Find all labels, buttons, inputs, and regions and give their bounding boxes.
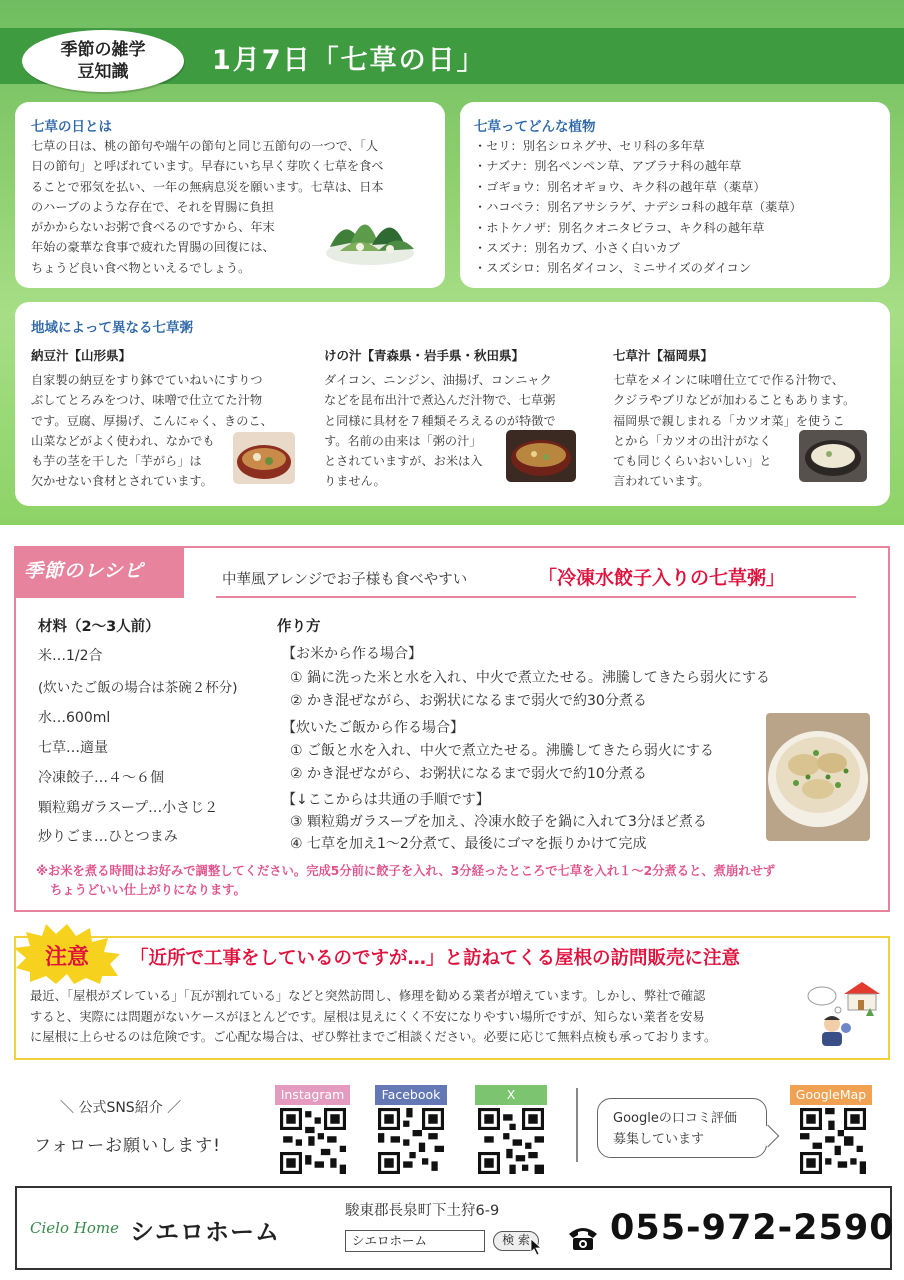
recipe-title: 「冷凍水餃子入りの七草粥」 [538,567,786,589]
dish-title: 七草汁【福岡県】 [613,348,714,363]
list-item: ・ ハコベラ：別名アサシラゲ、ナデシコ科の越年草（薬草） [474,197,802,217]
cursor-arrow-icon [530,1238,544,1256]
dish-line: りません。 [324,474,386,489]
phone-number[interactable]: 055-972-2590 [610,1208,895,1248]
dish-line: ぶしてとろみをつけ、味噌で仕立てた汁物 [31,393,263,408]
recipe-underline [216,596,856,598]
dish-line: と同様に具材を７種類そろえるのが特徴で [324,413,556,428]
dish-line: 言われています。 [613,474,710,489]
step-section: 【炊いたご飯から作る場合】 [282,720,464,736]
about-line: ちょうど良い食べ物といえるでしょう。 [31,260,251,275]
about-line: のハーブのような存在で、それを胃腸に負担 [31,199,274,214]
regional-heading: 地域によって異なる七草粥 [31,320,193,336]
dish-line: です。豆腐、厚揚げ、こんにゃく、きのこ、 [31,413,273,428]
list-item: ・ ホトケノザ：別名クオニタビラコ、キク科の越年草 [474,218,802,238]
search-input[interactable]: シエロホーム [345,1230,485,1252]
caution-line: 最近、「屋根がズレている」「瓦が割れている」などと突然訪問し、修理を勧める業者が増えています。しかし、弊社で確認 [30,989,706,1003]
dish-line: 欠かせない食材とされています。 [31,474,213,489]
dish-line: ダイコン、ニンジン、油揚げ、コンニャク [324,373,552,387]
search-button[interactable]: 検 索 [493,1231,539,1251]
recipe-subtitle: 中華風アレンジでお子様も食べやすい [222,572,468,588]
plants-list [474,136,802,279]
sns-intro: ＼ 公式SNS紹介 ／ [60,1100,182,1116]
dish-line: す。名前の由来は「粥の汁」 [324,433,482,448]
about-line: 日の節句」と呼ばれています。早春にいち早く芽吹く七草を食べ [31,159,384,174]
vertical-divider [576,1088,578,1162]
dish-line: ても同じくらいおいしい」と [613,454,772,469]
dish-title: けの汁【青森県・岩手県・秋田県】 [324,348,525,363]
instagram-qr-code[interactable] [280,1108,346,1174]
ingredient-item: 炒りごま…ひとつまみ [38,829,178,845]
caution-line: に屋根に上らせるのは危険です。ご心配な場合は、ぜひ弊社までご相談ください。必要に応じて無料点検も承っております。 [30,1030,717,1044]
ingredient-item: 顆粒鶏ガラスープ…小さじ２ [38,800,219,816]
list-item: ・ ナズナ：別名ペンペン草、アブラナ科の越年草 [474,156,802,176]
ingredient-item: 米…1/2合 [38,648,103,664]
about-line: がかからないお粥で食べるのですから、年末 [31,220,275,235]
dish-line: 福岡県で親しまれる「カツオ菜」を使うこ [613,413,845,428]
caution-burst-badge [12,922,122,986]
recipe-note [36,862,775,900]
list-item: ・ スズシロ：別名ダイコン、ミニサイズのダイコン [474,258,802,278]
step-section: 【お米から作る場合】 [282,646,422,662]
note-line: ※お米を煮る時間はお好みで調整してください。完成5分前に餃子を入れ、3分経ったところで七草を入れ１～2分煮ると、煮崩れせず [36,864,776,878]
step-section: 【↓ここからは共通の手順です】 [282,792,490,808]
badge-line1: 季節の雑学 [60,40,146,60]
list-item: ・ ゴギョウ：別名オギョウ、キク科の越年草（薬草） [474,177,802,197]
step-item: ② かき混ぜながら、お粥状になるまで弱火で約30分煮る [290,693,647,709]
company-address: 駿東郡長泉町下土狩6-9 [345,1203,500,1219]
brand-logo-en: Cielo Home [30,1219,119,1237]
x-label: X [475,1085,547,1105]
caution-badge-label: 注意 [44,945,90,970]
dish-line: 自家製の納豆をすり鉢でていねいにすりつ [31,373,263,387]
phone-icon [567,1224,599,1252]
regional-card [15,302,890,506]
about-line: ることで邪気を払い、一年の無病息災を願います。七草は、日本 [31,179,384,194]
google-review-line: Googleの口コミ評価 [613,1111,737,1126]
ingredient-item: 冷凍餃子…４～６個 [38,770,164,786]
google-review-text [613,1108,737,1150]
about-line: 七草の日は、桃の節句や端午の節句と同じ五節句の一つで、「人 [31,139,379,153]
sns-follow-text: フォローお願いします! [34,1136,221,1156]
step-item: ① 鍋に洗った米と水を入れ、中火で煮立たせる。沸騰してきたら弱火にする [290,670,770,686]
facebook-qr-code[interactable] [378,1108,444,1174]
recipe-tag-label: 季節のレシピ [24,560,144,582]
instagram-label: Instagram [275,1085,350,1105]
step-item: ③ 顆粒鶏ガラスープを加え、冷凍水餃子を鍋に入れて3分ほど煮る [290,814,707,830]
natto-soup-photo [233,432,295,484]
ingredient-item: (炊いたご飯の場合は茶碗２杯分) [38,680,238,696]
facebook-label: Facebook [375,1085,447,1105]
caution-line: すると、実際には問題がないケースがほとんどです。屋根は見えにくく不安になりやすい場所ですが、知らない業者を安易 [30,1009,705,1024]
steps-heading: 作り方 [277,619,321,635]
caution-title: 「近所で工事をしているのですが…」と訪ねてくる屋根の訪問販売に注意 [130,948,741,969]
dish-line: とから「カツオの出汁がなく [613,433,772,448]
kenojiru-photo [506,430,576,482]
about-heading: 七草の日とは [31,119,112,135]
googlemap-qr-code[interactable] [800,1108,866,1174]
dish-line: 山菜などがよく使われ、なかでも [31,433,215,448]
dish-line: も芋の茎を干した「芋がら」は [31,454,202,469]
step-item: ② かき混ぜながら、お粥状になるまで弱火で約10分煮る [290,766,647,782]
ingredient-item: 七草…適量 [38,740,108,756]
dish-line: などを昆布出汁で煮込んだ汁物で、七草粥 [324,393,556,408]
page-title: 1月7日「七草の日」 [212,45,486,76]
list-item: ・ セリ：別名シロネグサ、セリ科の多年草 [474,136,802,156]
caution-body [30,986,716,1048]
dish-line: クジラやブリなどが加わることもあります。 [613,393,856,408]
google-review-line: 募集しています [613,1132,705,1147]
plants-card [460,102,890,288]
x-qr-code[interactable] [478,1108,544,1174]
step-item: ① ご飯と水を入れ、中火で煮立たせる。沸騰してきたら弱火にする [290,743,714,759]
herbs-illustration [320,197,420,269]
dish-line: とされていますが、お米は入 [324,454,483,469]
nanakusa-soup-photo [799,430,867,482]
brand-name: シエロホーム [130,1218,280,1246]
ingredient-item: 水…600ml [38,710,111,726]
dish-title: 納豆汁【山形県】 [31,348,132,363]
step-item: ④ 七草を加え1～2分煮て、最後にゴマを振りかけて完成 [290,836,647,852]
about-line: 年始の豪華な食事で疲れた胃腸の回復には、 [31,240,275,255]
trivia-badge [22,30,184,92]
plants-heading: 七草ってどんな植物 [474,119,596,135]
googlemap-label: GoogleMap [790,1085,872,1105]
worried-person-house-icon [804,982,884,1048]
ingredients-heading: 材料（2～3人前） [38,619,160,635]
dish-line: 七草をメインに味噌仕立てで作る汁物で、 [613,373,845,387]
about-card [15,102,445,288]
note-line: ちょうどいい仕上がりになります。 [50,883,246,897]
gyoza-porridge-photo [766,713,870,841]
list-item: ・ スズナ：別名カブ、小さく白いカブ [474,238,802,258]
badge-line2: 豆知識 [77,62,129,82]
